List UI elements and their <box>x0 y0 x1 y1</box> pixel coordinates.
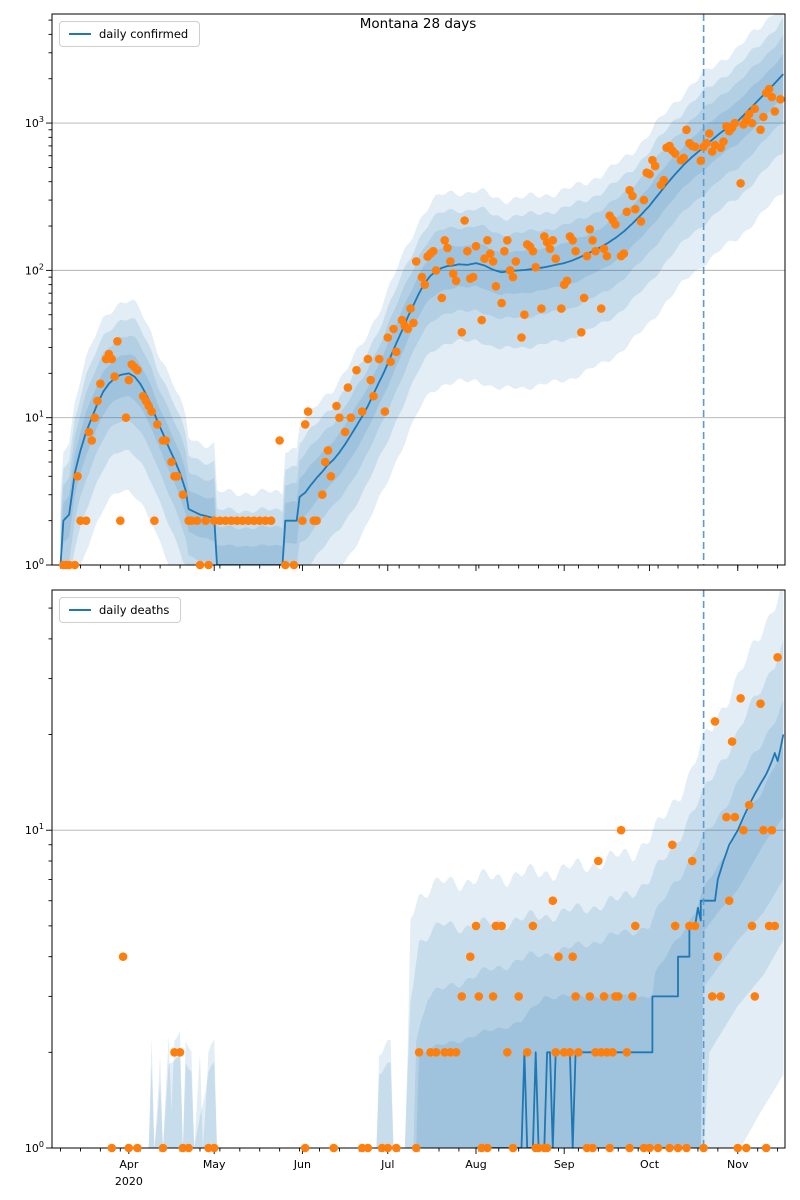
legend-line-icon <box>69 609 91 611</box>
svg-text:101: $10^1$ <box>24 822 44 838</box>
svg-text:103: $10^3$ <box>24 115 44 131</box>
chart-title: Montana 28 days <box>359 16 477 32</box>
legend-line-icon <box>69 33 91 35</box>
svg-text:Oct: Oct <box>640 1158 660 1171</box>
svg-text:Sep: Sep <box>553 1158 575 1171</box>
uncertainty-bands <box>52 575 783 1148</box>
svg-text:102: $10^2$ <box>24 262 44 278</box>
svg-text:Aug: Aug <box>465 1158 487 1171</box>
svg-text:101: $10^1$ <box>24 409 44 425</box>
svg-text:2020: 2020 <box>114 1175 143 1188</box>
svg-text:May: May <box>202 1158 226 1171</box>
deaths-plot <box>25 575 785 1188</box>
svg-text:Jun: Jun <box>293 1158 311 1171</box>
svg-text:100: $10^0$ <box>24 1140 44 1155</box>
legend-daily-deaths[interactable] <box>59 597 181 623</box>
legend-daily-confirmed[interactable] <box>59 21 200 47</box>
svg-text:100: $10^0$ <box>24 557 44 572</box>
legend-label: daily deaths <box>99 603 170 617</box>
confirmed-plot <box>25 0 785 572</box>
svg-text:Apr: Apr <box>119 1158 139 1171</box>
axis-labels <box>25 115 44 572</box>
svg-text:Nov: Nov <box>727 1158 749 1171</box>
legend-label: daily confirmed <box>99 27 189 41</box>
svg-text:Jul: Jul <box>381 1158 395 1171</box>
